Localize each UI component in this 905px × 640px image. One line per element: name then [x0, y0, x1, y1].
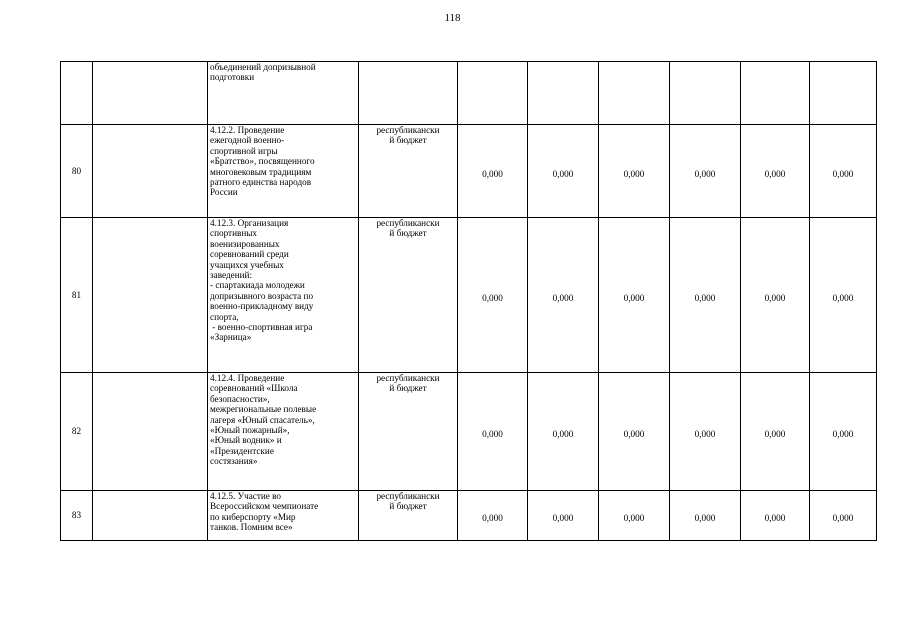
amount-cell: 0,000 [670, 218, 741, 373]
description-line: 4.12.3. Организация [210, 218, 289, 228]
funding-source-line: й бюджет [389, 383, 427, 394]
amount-cell: 0,000 [599, 125, 670, 218]
funding-source-line: республикански [376, 218, 440, 228]
table-row [61, 491, 877, 541]
description-line: лагеря «Юный спасатель», [210, 414, 315, 425]
description-line: «Юный водник» и [210, 435, 282, 446]
amount-cell [458, 62, 528, 125]
amount-cell: 0,000 [741, 218, 810, 373]
funding-source [359, 62, 458, 125]
description-line: подготовки [210, 72, 255, 83]
description-line: 4.12.2. Проведение [210, 125, 285, 135]
amount-cell: 0,000 [458, 218, 528, 373]
description-line: «Зарница» [210, 332, 252, 343]
funding-source [359, 125, 458, 218]
amount-cell: 0,000 [741, 491, 810, 541]
empty-cell [93, 491, 208, 541]
measure-description [208, 125, 359, 218]
amount-cell: 0,000 [528, 125, 599, 218]
description-line: заведений: [210, 270, 253, 281]
description-line: безопасности», [210, 393, 270, 404]
description-line: соревнований среди [210, 249, 289, 260]
funding-source-line: республикански [376, 373, 440, 383]
row-number: 83 [61, 491, 93, 541]
amount-cell: 0,000 [741, 373, 810, 491]
description-line: военно-прикладному виду [210, 301, 314, 312]
amount-cell: 0,000 [599, 491, 670, 541]
amount-cell [741, 62, 810, 125]
table-row [61, 125, 877, 218]
amount-cell: 0,000 [528, 218, 599, 373]
description-line: допризывного возраста по [210, 290, 314, 301]
amount-cell [670, 62, 741, 125]
description-line: многовековым традициям [210, 166, 312, 177]
amount-cell [599, 62, 670, 125]
funding-source [359, 218, 458, 373]
amount-cell: 0,000 [528, 373, 599, 491]
description-line: «Президентские [210, 445, 274, 456]
description-line: военизированных [210, 238, 280, 249]
table-row [61, 373, 877, 491]
description-line: спортивных [210, 228, 258, 239]
amount-cell: 0,000 [810, 491, 877, 541]
amount-cell: 0,000 [741, 125, 810, 218]
description-line: 4.12.4. Проведение [210, 373, 285, 383]
description-line: состязания» [210, 456, 258, 467]
table-row [61, 218, 877, 373]
funding-source-line: й бюджет [389, 135, 427, 146]
amount-cell: 0,000 [810, 125, 877, 218]
amount-cell: 0,000 [458, 125, 528, 218]
description-line: спорта, [210, 311, 239, 322]
amount-cell [810, 62, 877, 125]
description-line: России [210, 187, 238, 198]
description-line: соревнований «Школа [210, 383, 298, 394]
amount-cell: 0,000 [458, 373, 528, 491]
empty-cell [93, 218, 208, 373]
amount-cell: 0,000 [670, 125, 741, 218]
amount-cell: 0,000 [810, 218, 877, 373]
description-line: ежегодной военно- [210, 135, 285, 146]
description-line: межрегиональные полевые [210, 404, 317, 415]
funding-source [359, 491, 458, 541]
funding-source-line: республикански [376, 491, 440, 501]
description-line: - спартакиада молодежи [210, 280, 305, 291]
description-line: спортивной игры [210, 145, 278, 156]
amount-cell: 0,000 [599, 373, 670, 491]
funding-source-line: й бюджет [389, 501, 427, 512]
description-line: ратного единства народов [210, 177, 312, 188]
description-line: танков. Помним все» [210, 522, 293, 533]
row-number: 82 [61, 373, 93, 491]
measure-description [208, 62, 359, 125]
amount-cell: 0,000 [458, 491, 528, 541]
empty-cell [93, 373, 208, 491]
row-number: 80 [61, 125, 93, 218]
measure-description [208, 218, 359, 373]
funding-source-line: республикански [376, 125, 440, 135]
table-row [61, 62, 877, 125]
amount-cell [528, 62, 599, 125]
measure-description [208, 373, 359, 491]
description-line: Всероссийском чемпионате [210, 501, 319, 512]
description-line: учащихся учебных [210, 259, 284, 270]
row-number [61, 62, 93, 125]
description-line: по киберспорту «Мир [210, 511, 296, 522]
funding-source [359, 373, 458, 491]
description-line: «Юный пожарный», [210, 425, 290, 436]
budget-table [60, 61, 877, 541]
amount-cell: 0,000 [670, 491, 741, 541]
amount-cell: 0,000 [599, 218, 670, 373]
empty-cell [93, 125, 208, 218]
funding-source-line: й бюджет [389, 228, 427, 239]
row-number: 81 [61, 218, 93, 373]
amount-cell: 0,000 [528, 491, 599, 541]
description-line: 4.12.5. Участие во [210, 491, 282, 501]
page-number: 118 [444, 12, 461, 24]
description-line: объединений допризывной [210, 62, 316, 72]
measure-description [208, 491, 359, 541]
amount-cell: 0,000 [670, 373, 741, 491]
description-line: «Братство», посвященного [210, 156, 315, 167]
description-line: - военно-спортивная игра [210, 322, 313, 333]
amount-cell: 0,000 [810, 373, 877, 491]
empty-cell [93, 62, 208, 125]
